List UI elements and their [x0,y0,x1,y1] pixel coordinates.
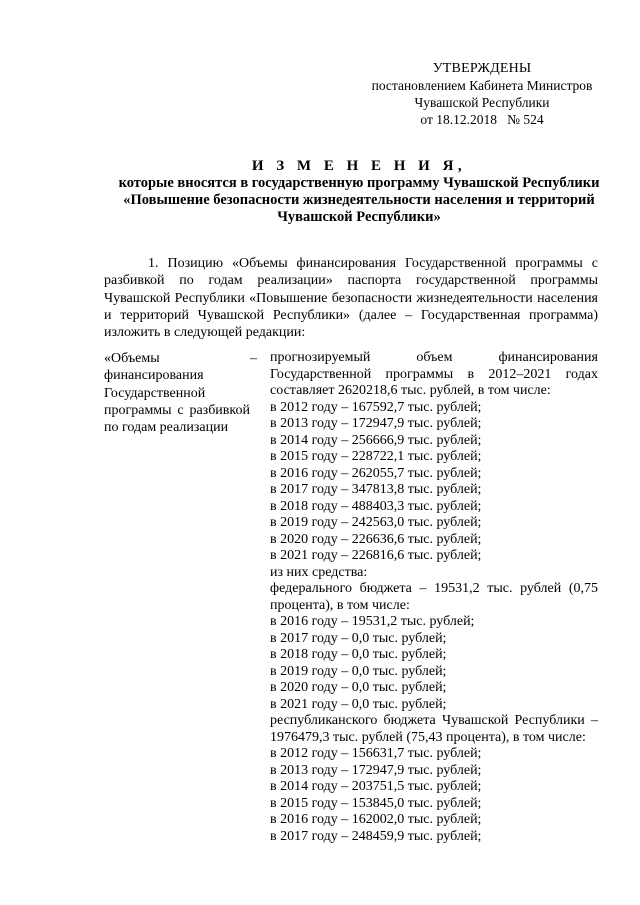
funding-total-years [270,400,598,565]
heading-subtitle-2: «Повышение безопасности жизнедеятельности населения и территорий [123,192,595,208]
year-amount-line: в 2021 году – 0,0 тыс. рублей; [270,696,447,712]
year-amount-line: в 2012 году – 156631,7 тыс. рублей; [270,746,482,761]
heading-subtitle-3: Чувашской Республики» [277,209,441,225]
table-right-cell [270,350,598,845]
year-amount-line: в 2014 году – 256666,9 тыс. рублей; [270,432,482,448]
federal-budget-intro: федерального бюджета – 19531,2 тыс. рублей (0,75 процента), в том числе: [270,581,598,613]
year-amount-line: в 2012 году – 167592,7 тыс. рублей; [270,399,482,415]
year-amount-line: в 2018 году – 0,0 тыс. рублей; [270,647,447,662]
heading-title: И З М Е Н Е Н И Я, [251,158,467,174]
year-amount-line: в 2021 году – 226816,6 тыс. рублей; [270,548,482,563]
table-dash: – [250,351,257,366]
year-amount-line: в 2018 году – 488403,3 тыс. рублей; [270,498,482,514]
document-heading [104,158,614,226]
year-amount-line: в 2017 году – 0,0 тыс. рублей; [270,630,447,646]
heading-subtitle-1: которые вносятся в государственную программу Чувашской Республики [118,175,600,191]
intro-paragraph [104,255,598,341]
year-amount-line: в 2019 году – 242563,0 тыс. рублей; [270,515,482,530]
year-amount-line: в 2017 году – 347813,8 тыс. рублей; [270,482,482,497]
republic-budget-intro: республиканского бюджета Чувашской Республики – 1976479,3 тыс. рублей (75,43 процента), в том числе: [270,713,598,745]
funding-sources-label: из них средства: [270,564,368,580]
year-amount-line: в 2013 году – 172947,9 тыс. рублей; [270,762,482,778]
year-amount-line: в 2017 году – 248459,9 тыс. рублей; [270,828,482,844]
year-amount-line: в 2019 году – 0,0 тыс. рублей; [270,663,447,679]
table-left-cell: «Объемы финансирования Государственной программы с разбивкой по годам реализации [104,351,250,436]
year-amount-line: в 2015 году – 228722,1 тыс. рублей; [270,449,482,464]
year-amount-line: в 2013 году – 172947,9 тыс. рублей; [270,416,482,431]
year-amount-line: в 2020 году – 0,0 тыс. рублей; [270,680,447,695]
approval-stamp [366,60,598,128]
approval-authority: постановлением Кабинета Министров [371,78,593,93]
federal-budget-years [270,614,598,713]
year-amount-line: в 2016 году – 162002,0 тыс. рублей; [270,812,482,827]
approval-region: Чувашской Республики [414,95,550,110]
year-amount-line: в 2020 году – 226636,6 тыс. рублей; [270,531,482,547]
funding-total-intro: прогнозируемый объем финансирования Государственной программы в 2012–2021 годах составляет 2620218,6 тыс. рублей, в том числе: [270,350,598,398]
year-amount-line: в 2014 году – 203751,5 тыс. рублей; [270,779,482,794]
year-amount-line: в 2016 году – 19531,2 тыс. рублей; [270,614,475,629]
year-amount-line: в 2016 году – 262055,7 тыс. рублей; [270,465,482,481]
republic-budget-years [270,746,598,845]
intro-text: 1. Позицию «Объемы финансирования Государственной программы с разбивкой по годам реализации» паспорта государственной программы Чувашской Республики «Повышение безопасности жизнедеятельности населения и территорий Чувашской Республики» (далее – Государственная программа) изложить в следующей редакции: [104,256,598,341]
approval-title: УТВЕРЖДЕНЫ [432,61,532,76]
year-amount-line: в 2015 году – 153845,0 тыс. рублей; [270,795,482,811]
approval-date-number: от 18.12.2018 № 524 [420,112,544,127]
